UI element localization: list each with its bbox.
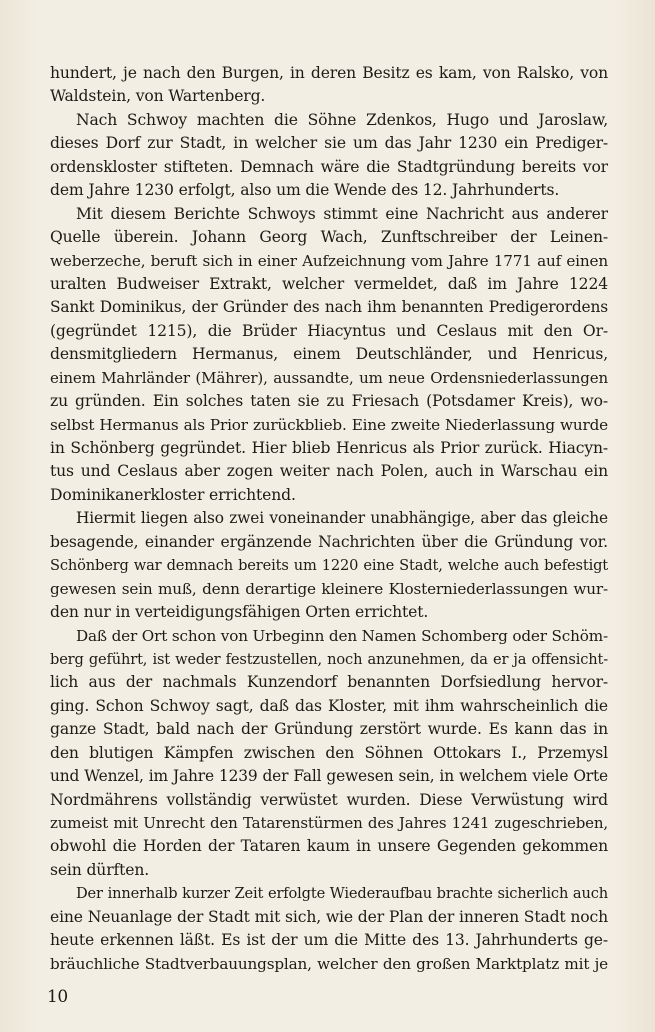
text-line: obwohl die Horden der Tataren kaum in unsere Gegenden gekommen [50, 837, 608, 856]
text-line: den nur in verteidigungsfähigen Orten errichtet. [50, 603, 429, 622]
text-line: in Schönberg gegründet. Hier blieb Henricus als Prior zurück. Hiacyn- [50, 439, 608, 457]
text-line: uralten Budweiser Extrakt, welcher vermeldet, daß im Jahre 1224 [50, 274, 608, 293]
text-line: einem Mahrländer (Mährer), aussandte, um neue Ordensniederlassungen [50, 368, 608, 387]
text-line: zu gründen. Ein solches taten sie zu Friesach (Potsdamer Kreis), wo- [50, 392, 608, 411]
text-line: ordenskloster stifteten. Demnach wäre die Stadtgründung bereits vor [50, 157, 608, 176]
text-line: Schönberg war demnach bereits um 1220 eine Stadt, welche auch befestigt [50, 557, 608, 575]
text-line: Sankt Dominikus, der Gründer des nach ihm benannten Predigerordens [50, 298, 608, 317]
text-line: ging. Schon Schwoy sagt, daß das Kloster, mit ihm wahrscheinlich die [50, 696, 608, 715]
text-line: dieses Dorf zur Stadt, in welcher sie um das Jahr 1230 ein Prediger- [50, 134, 608, 153]
text-line: ganze Stadt, bald nach der Gründung zerstört wurde. Es kann das in [50, 720, 608, 739]
text-line: besagende, einander ergänzende Nachrichten über die Gründung vor. [50, 532, 608, 551]
text-line: weberzeche, beruft sich in einer Aufzeichnung vom Jahre 1771 auf einen [50, 251, 608, 270]
text-line: berg geführt, ist weder festzustellen, noch anzunehmen, da er ja offensicht- [50, 650, 608, 668]
text-line: selbst Hermanus als Prior zurückblieb. Eine zweite Niederlassung wurde [50, 415, 608, 434]
text-line: dem Jahre 1230 erfolgt, also um die Wende des 12. Jahrhunderts. [50, 181, 560, 200]
text-line: zumeist mit Unrecht den Tatarenstürmen des Jahres 1241 zugeschrieben, [50, 814, 608, 832]
text-line: heute erkennen läßt. Es ist der um die Mitte des 13. Jahrhunderts ge- [50, 931, 608, 950]
text-line: Quelle überein. Johann Georg Wach, Zunftschreiber der Leinen- [50, 228, 608, 247]
page-number: 10 [47, 987, 68, 1007]
text-line: hundert, je nach den Burgen, in deren Besitz es kam, von Ralsko, von [50, 64, 608, 82]
text-line: Hiermit liegen also zwei voneinander unabhängige, aber das gleiche [76, 509, 608, 528]
text-line: tus und Ceslaus aber zogen weiter nach Polen, auch in Warschau ein [50, 462, 608, 481]
text-line: den blutigen Kämpfen zwischen den Söhnen Ottokars I., Przemysl [50, 743, 608, 762]
text-line: Der innerhalb kurzer Zeit erfolgte Wiederaufbau brachte sicherlich auch [76, 885, 608, 903]
text-line: sein dürften. [50, 860, 150, 879]
text-line: lich aus der nachmals Kunzendorf benannten Dorfsiedlung hervor- [50, 673, 608, 692]
text-line: densmitgliedern Hermanus, einem Deutschländer, und Henricus, [50, 345, 608, 364]
text-line: Mit diesem Berichte Schwoys stimmt eine Nachricht aus anderer [76, 204, 608, 223]
text-line: Daß der Ort schon von Urbeginn den Namen Schomberg oder Schöm- [76, 626, 608, 645]
text-line: bräuchliche Stadtverbauungsplan, welcher den großen Marktplatz mit je [50, 954, 608, 973]
text-line: Dominikanerkloster errichtend. [50, 485, 296, 504]
text-line: Nach Schwoy machten die Söhne Zdenkos, Hugo und Jaroslaw, [76, 110, 608, 129]
text-line: eine Neuanlage der Stadt mit sich, wie der Plan der inneren Stadt noch [50, 907, 608, 926]
text-line: und Wenzel, im Jahre 1239 der Fall gewesen sein, in welchem viele Orte [50, 767, 608, 786]
text-line: (gegründet 1215), die Brüder Hiacyntus und Ceslaus mit den Or- [50, 321, 608, 340]
body-text [50, 62, 608, 976]
text-line: Waldstein, von Wartenberg. [50, 87, 266, 106]
text-line: gewesen sein muß, denn derartige kleinere Klosterniederlassungen wur- [50, 579, 608, 598]
text-line: Nordmährens vollständig verwüstet wurden. Diese Verwüstung wird [50, 790, 608, 809]
